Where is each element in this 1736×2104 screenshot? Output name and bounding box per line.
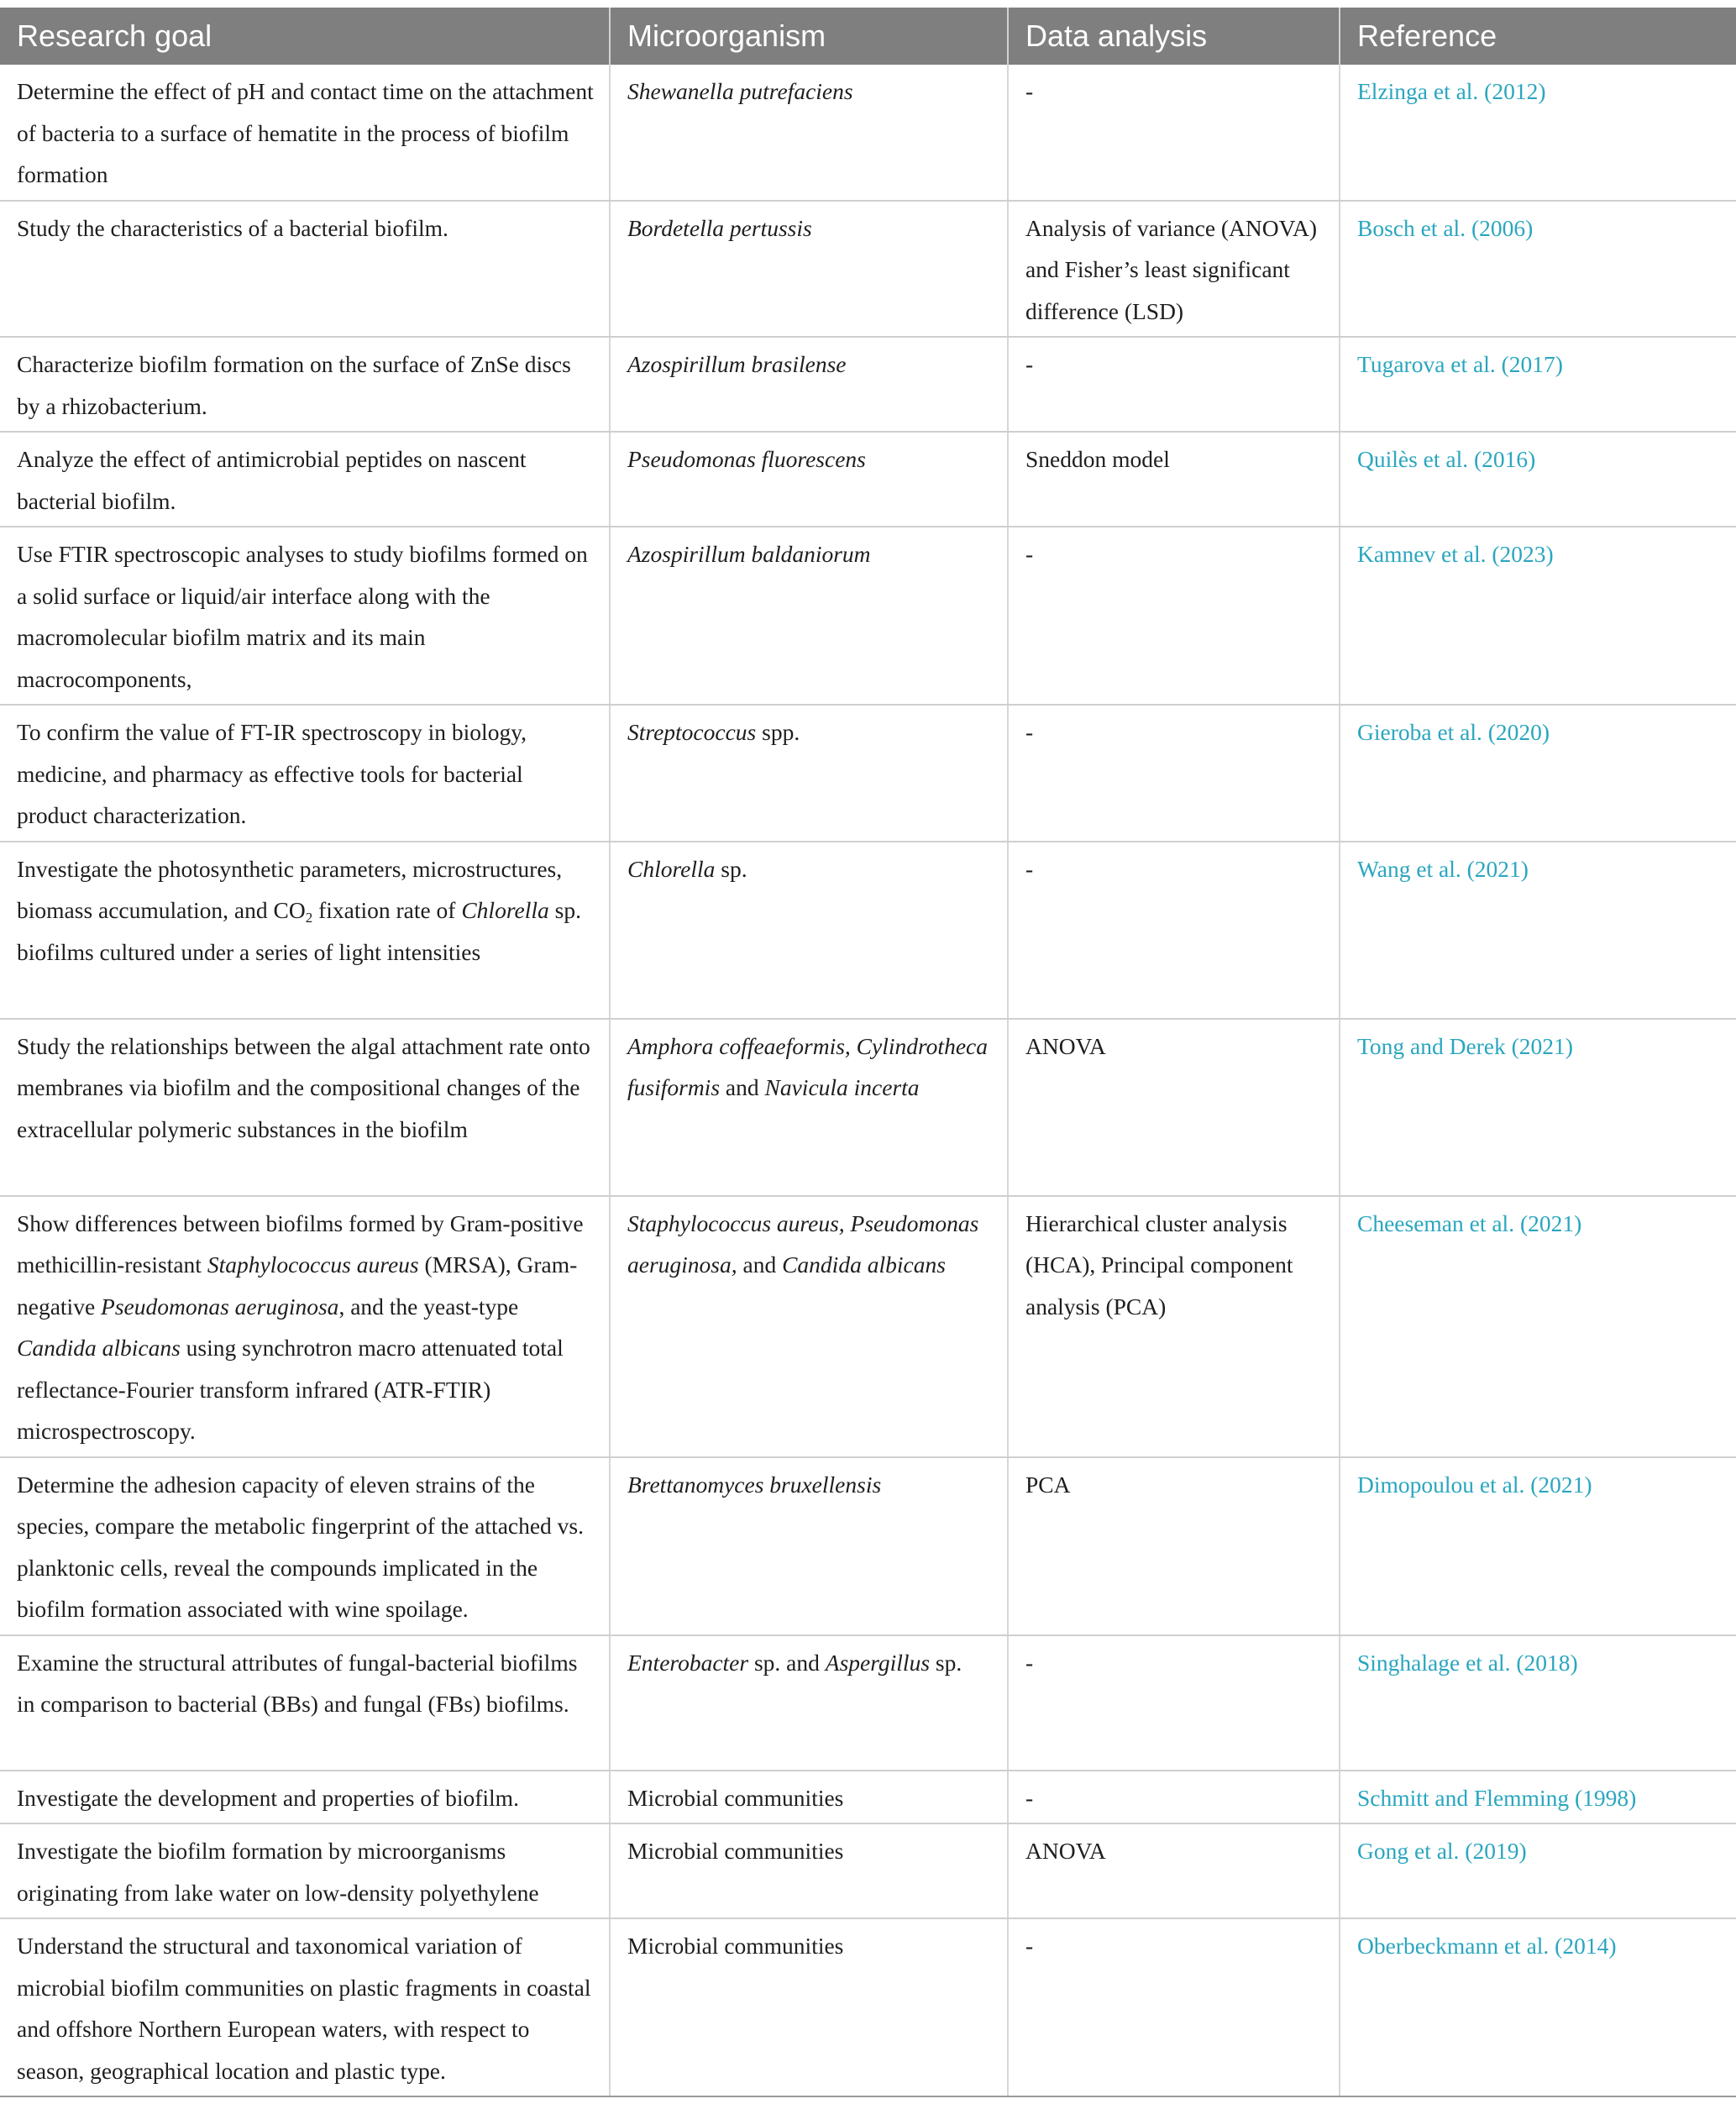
table-row (0, 201, 1736, 338)
data-analysis-cell: - (1008, 65, 1340, 201)
goal-text: fixation rate of (312, 897, 462, 923)
reference-link[interactable]: Quilès et al. (2016) (1340, 432, 1736, 527)
microorganism-cell: Shewanella putrefaciens (610, 65, 1008, 201)
data-analysis-cell: - (1008, 705, 1340, 842)
research-goal-cell: Characterize biofilm formation on the surface of ZnSe discs by a rhizobacterium. (0, 337, 610, 432)
goal-text: , and the yeast-type (338, 1293, 519, 1320)
header-reference: Reference (1340, 8, 1736, 65)
table-body (0, 65, 1736, 2096)
reference-link[interactable]: Tugarova et al. (2017) (1340, 337, 1736, 432)
goal-text: Show differences between biofilms formed by Gram-positive methicillin-resistant (17, 1209, 584, 1278)
research-goal-cell (0, 1196, 610, 1457)
reference-link[interactable]: Wang et al. (2021) (1340, 842, 1736, 1019)
table-row (0, 1196, 1736, 1457)
reference-link[interactable]: Gong et al. (2019) (1340, 1823, 1736, 1918)
table-row (0, 705, 1736, 842)
reference-link[interactable]: Bosch et al. (2006) (1340, 201, 1736, 338)
data-analysis-cell: ANOVA (1008, 1019, 1340, 1196)
microorganism-species: Amphora coffeaeformis, Cylindrotheca fusiformis (627, 1032, 988, 1100)
research-goal-cell: Analyze the effect of antimicrobial peptides on nascent bacterial biofilm. (0, 432, 610, 527)
microorganism-cell: Bordetella pertussis (610, 201, 1008, 338)
microorganism-cell (610, 1635, 1008, 1771)
data-analysis-cell: ANOVA (1008, 1823, 1340, 1918)
goal-species-name: Staphylococcus aureus (207, 1251, 419, 1278)
goal-species-name: Candida albicans (17, 1335, 181, 1361)
microorganism-suffix: spp. (756, 719, 800, 745)
research-goal-cell: Investigate the development and properties of biofilm. (0, 1771, 610, 1824)
microorganism-cell: Azospirillum baldaniorum (610, 527, 1008, 705)
data-analysis-cell: Hierarchical cluster analysis (HCA), Principal component analysis (PCA) (1008, 1196, 1340, 1457)
reference-link[interactable]: Gieroba et al. (2020) (1340, 705, 1736, 842)
reference-link[interactable]: Tong and Derek (2021) (1340, 1019, 1736, 1196)
research-goal-cell: Examine the structural attributes of fungal-bacterial biofilms in comparison to bacterial (BBs) and fungal (FBs) biofilms. (0, 1635, 610, 1771)
microorganism-genus: Chlorella (627, 855, 716, 882)
table-row (0, 432, 1736, 527)
table-row (0, 1635, 1736, 1771)
reference-link[interactable]: Cheeseman et al. (2021) (1340, 1196, 1736, 1457)
microorganism-species: Navicula incerta (764, 1074, 920, 1100)
table-row (0, 842, 1736, 1019)
table-header (0, 8, 1736, 65)
data-analysis-cell: Analysis of variance (ANOVA) and Fisher’s least significant difference (LSD) (1008, 201, 1340, 338)
research-goal-cell (0, 842, 610, 1019)
goal-text: (MRSA), Gram-negative (17, 1251, 578, 1320)
data-analysis-cell: Sneddon model (1008, 432, 1340, 527)
research-goal-cell: Investigate the biofilm formation by microorganisms originating from lake water on low-density polyethylene (0, 1823, 610, 1918)
research-goal-cell: To confirm the value of FT-IR spectroscopy in biology, medicine, and pharmacy as effective tools for bacterial product characterization. (0, 705, 610, 842)
table-row (0, 1918, 1736, 2096)
data-analysis-cell: - (1008, 337, 1340, 432)
table-row (0, 1771, 1736, 1824)
header-microorganism: Microorganism (610, 8, 1008, 65)
goal-text: sp. biofilms cultured under a series of light intensities (17, 897, 581, 965)
microorganism-cell (610, 1019, 1008, 1196)
reference-link[interactable]: Elzinga et al. (2012) (1340, 65, 1736, 201)
table-row (0, 337, 1736, 432)
microorganism-cell: Brettanomyces bruxellensis (610, 1457, 1008, 1635)
table-row (0, 65, 1736, 201)
microorganism-conjunction: and (737, 1251, 783, 1278)
goal-text: Investigate the photosynthetic parameters, microstructures, biomass accumulation, and CO (17, 855, 563, 923)
data-analysis-cell: - (1008, 527, 1340, 705)
research-goal-cell: Study the relationships between the algal attachment rate onto membranes via biofilm and the compositional changes of the extracellular polymeric substances in the biofilm (0, 1019, 610, 1196)
table-row (0, 527, 1736, 705)
microorganism-species: Staphylococcus aureus, Pseudomonas aeruginosa, (627, 1209, 979, 1278)
microorganism-conjunction: and (720, 1074, 765, 1100)
data-table (0, 8, 1736, 2097)
microorganism-species: Candida albicans (782, 1251, 946, 1278)
table-row (0, 1457, 1736, 1635)
reference-link[interactable]: Singhalage et al. (2018) (1340, 1635, 1736, 1771)
microorganism-suffix: sp. and (748, 1649, 826, 1676)
microorganism-cell: Microbial communities (610, 1918, 1008, 2096)
data-analysis-cell: - (1008, 1771, 1340, 1824)
research-goal-cell: Study the characteristics of a bacterial biofilm. (0, 201, 610, 338)
microorganism-cell (610, 1196, 1008, 1457)
microorganism-cell: Pseudomonas fluorescens (610, 432, 1008, 527)
research-goal-cell: Determine the effect of pH and contact time on the attachment of bacteria to a surface of hematite in the process of biofilm formation (0, 65, 610, 201)
research-goal-cell: Understand the structural and taxonomical variation of microbial biofilm communities on plastic fragments in coastal and offshore Northern European waters, with respect to season, geographical location and plastic type. (0, 1918, 610, 2096)
goal-text: using synchrotron macro attenuated total reflectance-Fourier transform infrared (ATR-FTIR) microspectroscopy. (17, 1335, 564, 1444)
header-data-analysis: Data analysis (1008, 8, 1340, 65)
data-analysis-cell: - (1008, 1635, 1340, 1771)
microorganism-genus: Aspergillus (825, 1649, 931, 1676)
header-research-goal: Research goal (0, 8, 610, 65)
microorganism-cell: Microbial communities (610, 1771, 1008, 1824)
table-row (0, 1019, 1736, 1196)
goal-species-name: Chlorella (461, 897, 549, 923)
research-goal-cell: Determine the adhesion capacity of eleven strains of the species, compare the metabolic fingerprint of the attached vs. planktonic cells, reveal the compounds implicated in the biofilm formation associated with wine spoilage. (0, 1457, 610, 1635)
research-goal-cell: Use FTIR spectroscopic analyses to study biofilms formed on a solid surface or liquid/air interface along with the macromolecular biofilm matrix and its main macrocomponents, (0, 527, 610, 705)
header-row (0, 8, 1736, 65)
goal-species-name: Pseudomonas aeruginosa (101, 1293, 339, 1320)
microorganism-genus: Enterobacter (627, 1649, 749, 1676)
microorganism-cell (610, 842, 1008, 1019)
table-row (0, 1823, 1736, 1918)
microorganism-cell: Microbial communities (610, 1823, 1008, 1918)
data-analysis-cell: PCA (1008, 1457, 1340, 1635)
microorganism-suffix: sp. (715, 855, 747, 882)
reference-link[interactable]: Oberbeckmann et al. (2014) (1340, 1918, 1736, 2096)
microorganism-cell (610, 705, 1008, 842)
microorganism-suffix: sp. (930, 1649, 962, 1676)
microorganism-genus: Streptococcus (627, 719, 757, 745)
data-analysis-cell: - (1008, 842, 1340, 1019)
microorganism-cell: Azospirillum brasilense (610, 337, 1008, 432)
reference-link[interactable]: Dimopoulou et al. (2021) (1340, 1457, 1736, 1635)
data-analysis-cell: - (1008, 1918, 1340, 2096)
subscript: 2 (305, 910, 313, 926)
reference-link[interactable]: Kamnev et al. (2023) (1340, 527, 1736, 705)
reference-link[interactable]: Schmitt and Flemming (1998) (1340, 1771, 1736, 1824)
